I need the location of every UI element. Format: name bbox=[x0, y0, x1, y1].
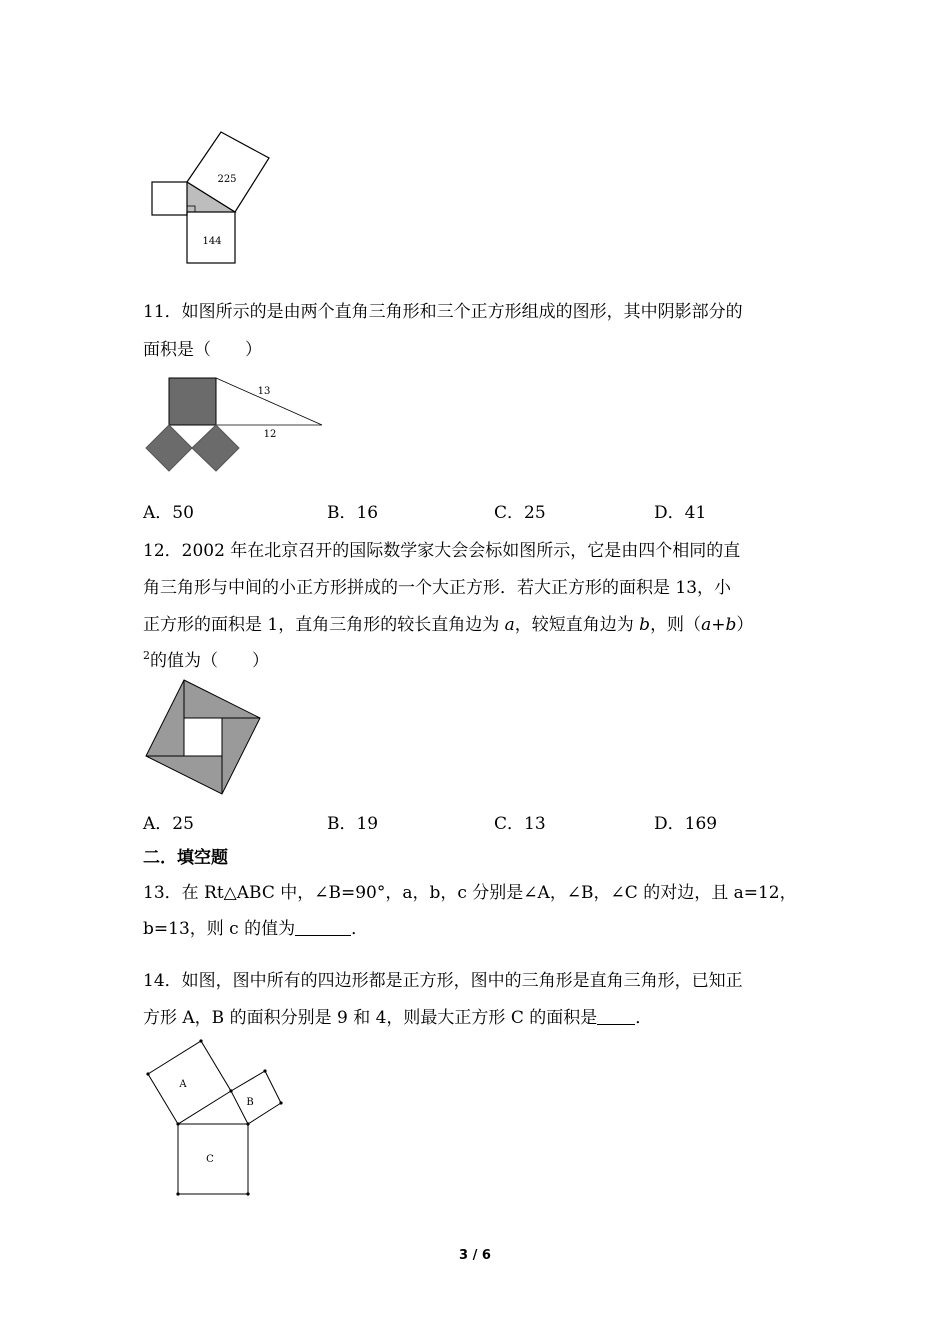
q11-line-2: 面积是（ ） bbox=[143, 340, 262, 360]
q12-line-2: 角三角形与中间的小正方形拼成的一个大正方形．若大正方形的面积是 13，小 bbox=[143, 578, 732, 598]
q12-line-3-post: ，则（ bbox=[650, 615, 702, 635]
label-13: 13 bbox=[257, 386, 271, 397]
q11-option-a: A．50 bbox=[143, 503, 194, 523]
figure-q14-squares bbox=[140, 1035, 290, 1200]
q14-line-1: 14．如图，图中所有的四边形都是正方形，图中的三角形是直角三角形，已知正 bbox=[143, 971, 743, 991]
section-heading-fill-in: 二．填空题 bbox=[143, 848, 228, 868]
label-c: C bbox=[206, 1154, 214, 1165]
label-b: B bbox=[246, 1097, 254, 1108]
superscript-2: 2 bbox=[143, 649, 150, 662]
q11-option-d: D．41 bbox=[654, 503, 707, 523]
q12-line-4-text: 的值为（ ） bbox=[150, 651, 269, 671]
q11-line-1: 11．如图所示的是由两个直角三角形和三个正方形组成的图形，其中阴影部分的 bbox=[143, 302, 743, 322]
figure-q12-zhao-shuang-square bbox=[143, 677, 265, 797]
q12-line-1: 12．2002 年在北京召开的国际数学家大会会标如图所示，它是由四个相同的直 bbox=[143, 541, 741, 561]
q13-line-2 bbox=[143, 914, 368, 939]
label-225: 225 bbox=[217, 174, 237, 185]
page-number: 3 / 6 bbox=[459, 1248, 491, 1263]
q12-line-3-pre: 正方形的面积是 1，直角三角形的较长直角边为 bbox=[143, 615, 505, 635]
q12-line-4 bbox=[143, 646, 269, 671]
q13-line-2-pre: b=13，则 c 的值为 bbox=[143, 919, 296, 939]
figure-q11 bbox=[140, 372, 330, 477]
q12-line-3 bbox=[143, 610, 753, 635]
expr-a-plus-b: a+b bbox=[701, 615, 737, 635]
q12-line-3-mid: ，较短直角边为 bbox=[514, 615, 640, 635]
q12-option-c: C．13 bbox=[494, 814, 546, 834]
q11-option-b: B．16 bbox=[327, 503, 379, 523]
figure-squares-225-144 bbox=[145, 130, 285, 270]
q14-line-2 bbox=[143, 1003, 652, 1028]
var-b: b bbox=[639, 615, 651, 635]
label-a: A bbox=[179, 1079, 187, 1090]
label-144: 144 bbox=[202, 236, 222, 247]
q12-option-b: B．19 bbox=[327, 814, 379, 834]
label-12: 12 bbox=[263, 429, 277, 440]
q12-option-d: D．169 bbox=[654, 814, 718, 834]
q14-line-2-pre: 方形 A，B 的面积分别是 9 和 4，则最大正方形 C 的面积是 bbox=[143, 1008, 598, 1028]
var-a: a bbox=[504, 615, 515, 635]
q13-line-2-post: ． bbox=[351, 919, 369, 939]
q12-option-a: A．25 bbox=[143, 814, 194, 834]
answer-blank bbox=[597, 1008, 635, 1025]
q14-line-2-post: ． bbox=[635, 1008, 653, 1028]
answer-blank bbox=[295, 919, 351, 936]
q12-paren-close: ） bbox=[736, 615, 754, 635]
q13-line-1: 13．在 Rt△ABC 中，∠B=90°，a，b，c 分别是∠A，∠B，∠C 的对边，且 a=12， bbox=[143, 883, 797, 903]
q11-option-c: C．25 bbox=[494, 503, 546, 523]
